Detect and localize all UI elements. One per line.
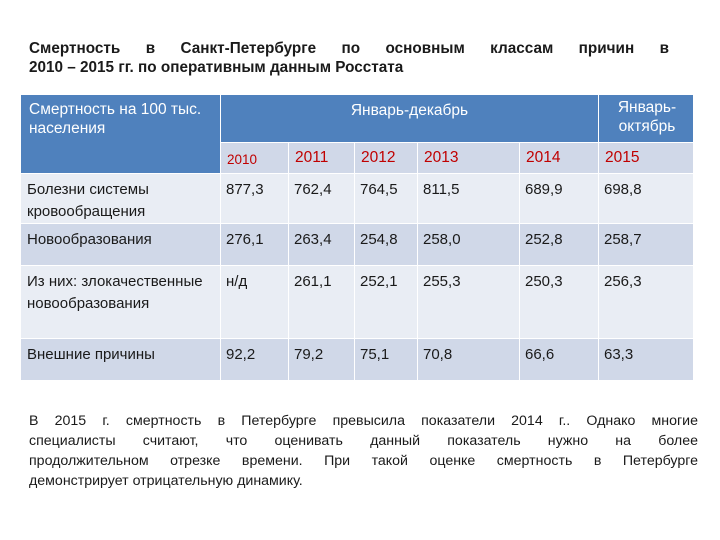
table-cell: 263,4: [289, 224, 355, 266]
row-label: Болезни системы кровообращения: [21, 174, 221, 224]
table-cell: 252,8: [520, 224, 599, 266]
table-cell: 698,8: [599, 174, 694, 224]
year-header: 2014: [520, 143, 599, 174]
year-header: 2010: [221, 143, 289, 174]
table-cell: 254,8: [355, 224, 418, 266]
row-label: Внешние причины: [21, 339, 221, 381]
summary-line: В 2015 г. смертность в Петербурге превысила показатели 2014 г.. Однако многие: [29, 413, 698, 429]
year-header: 2015: [599, 143, 694, 174]
table-row: [21, 266, 694, 339]
table-row: [21, 339, 694, 381]
table-cell: 877,3: [221, 174, 289, 224]
table-cell: 250,3: [520, 266, 599, 339]
table-cell: 70,8: [418, 339, 520, 381]
slide-title-line: 2010 – 2015 гг. по оперативным данным Росстата: [29, 59, 404, 76]
table-row: [21, 174, 694, 224]
summary-text: [29, 411, 698, 491]
row-label: Новообразования: [21, 224, 221, 266]
table-row: [21, 224, 694, 266]
table-cell: 764,5: [355, 174, 418, 224]
summary-line: демонстрирует отрицательную динамику.: [29, 473, 303, 489]
slide-title: [29, 39, 669, 77]
table-cell: 276,1: [221, 224, 289, 266]
table-cell: н/д: [221, 266, 289, 339]
table-cell: 256,3: [599, 266, 694, 339]
row-label: Из них: злокачественные новообразования: [21, 266, 221, 339]
table-cell: 762,4: [289, 174, 355, 224]
year-header: 2012: [355, 143, 418, 174]
table-cell: 75,1: [355, 339, 418, 381]
table-cell: 258,0: [418, 224, 520, 266]
year-header: 2011: [289, 143, 355, 174]
mortality-table: [20, 94, 694, 381]
table-cell: 63,3: [599, 339, 694, 381]
table-cell: 261,1: [289, 266, 355, 339]
header-jan-dec: Январь-декабрь: [221, 95, 599, 143]
year-header: 2013: [418, 143, 520, 174]
header-jan-oct: Январь-октябрь: [599, 95, 694, 143]
table-cell: 252,1: [355, 266, 418, 339]
table-cell: 92,2: [221, 339, 289, 381]
table-cell: 255,3: [418, 266, 520, 339]
table-cell: 258,7: [599, 224, 694, 266]
table-cell: 79,2: [289, 339, 355, 381]
table-corner-header: Смертность на 100 тыс. населения: [21, 95, 221, 174]
summary-line: специалисты считают, что оценивать данный показатель нужно на более: [29, 433, 698, 449]
slide-title-line: Смертность в Санкт-Петербурге по основным классам причин в: [29, 40, 669, 57]
table-cell: 811,5: [418, 174, 520, 224]
summary-line: продолжительном отрезке времени. При такой оценке смертность в Петербурге: [29, 453, 698, 469]
table-cell: 689,9: [520, 174, 599, 224]
table-cell: 66,6: [520, 339, 599, 381]
